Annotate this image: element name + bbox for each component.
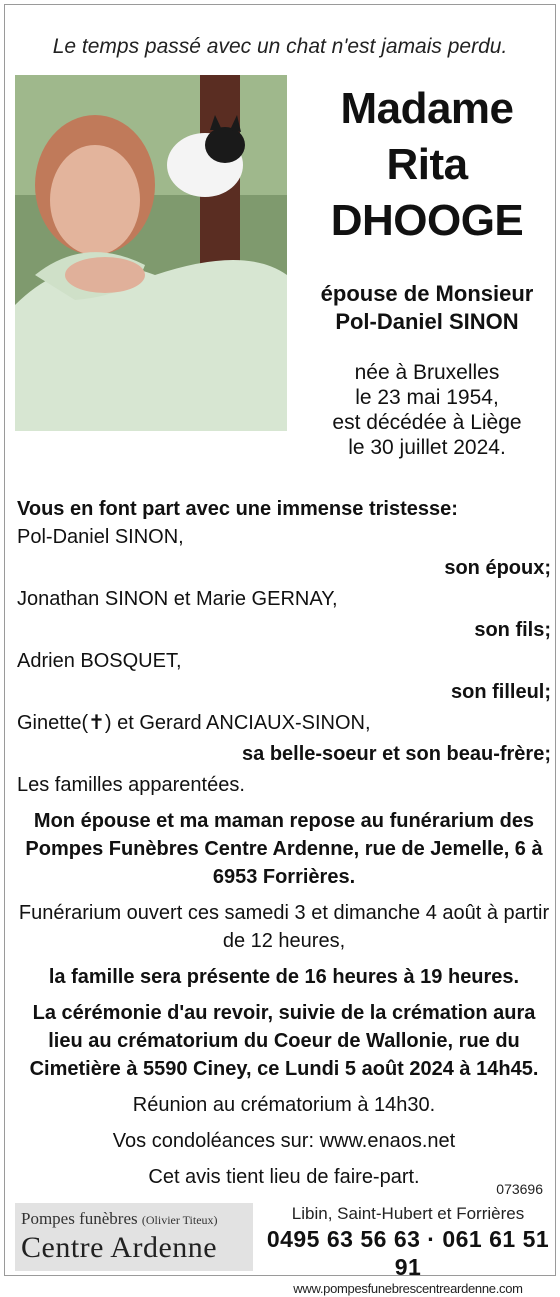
death-date: le 30 juillet 2024. bbox=[348, 436, 506, 459]
family-member-name: Pol-Daniel SINON, bbox=[17, 526, 184, 548]
spouse-line-1: épouse de Monsieur bbox=[320, 281, 534, 306]
deceased-last-name: DHOOGE bbox=[330, 196, 524, 245]
announcement-body bbox=[17, 495, 551, 1191]
family-member-relation: sa belle-soeur et son beau-frère; bbox=[242, 743, 551, 765]
funeral-home-subtitle bbox=[21, 1209, 218, 1229]
family-member-relation: son filleul; bbox=[451, 681, 551, 703]
obituary-notice bbox=[4, 4, 556, 1296]
funerarium-rest: Mon épouse et ma maman repose au funérarium des Pompes Funèbres Centre Ardenne, rue de Jemelle, 6 à 6953 Forrières. bbox=[25, 810, 543, 888]
funeral-home-type: Pompes funèbres bbox=[21, 1209, 138, 1228]
funeral-home-phones: 0495 63 56 63 · 061 61 51 91 bbox=[266, 1226, 550, 1280]
funerarium-opening: Funérarium ouvert ces samedi 3 et dimanche 4 août à partir de 12 heures, bbox=[18, 902, 550, 952]
funeral-home-owner: (Olivier Titeux) bbox=[141, 1213, 218, 1227]
crematorium-meeting: Réunion au crématorium à 14h30. bbox=[132, 1094, 436, 1116]
ceremony-info: La cérémonie d'au revoir, suivie de la crémation aura lieu au crématorium du Coeur de Wallonie, rue du Cimetière à 5590 Ciney, ce Lundi 5 août 2024 à 14h45. bbox=[29, 1002, 539, 1080]
family-member-name: Adrien BOSQUET, bbox=[17, 650, 182, 672]
birth-place: née à Bruxelles bbox=[354, 361, 500, 384]
notice-text: Cet avis tient lieu de faire-part. bbox=[148, 1166, 420, 1188]
family-member-name: Jonathan SINON et Marie GERNAY, bbox=[17, 588, 338, 610]
spouse-info bbox=[293, 280, 560, 336]
announcement-intro: Vous en font part avec une immense tristesse: bbox=[17, 498, 458, 520]
deceased-first-name: Rita bbox=[386, 140, 468, 189]
birth-date: le 23 mai 1954, bbox=[355, 386, 499, 409]
condolences-link: Vos condoléances sur: www.enaos.net bbox=[112, 1130, 456, 1152]
motto: Le temps passé avec un chat n'est jamais perdu. bbox=[52, 35, 508, 58]
funeral-home-name: Centre Ardenne bbox=[21, 1231, 218, 1264]
reference-number: 073696 bbox=[496, 1181, 543, 1197]
funeral-home-logo bbox=[15, 1203, 253, 1271]
deceased-name bbox=[293, 81, 560, 249]
family-member-relation: son époux; bbox=[444, 557, 551, 579]
funeral-home-footer bbox=[15, 1203, 555, 1296]
family-member-name: Ginette(✝) et Gerard ANCIAUX-SINON, bbox=[17, 712, 371, 734]
related-families: Les familles apparentées. bbox=[17, 774, 245, 796]
family-presence: la famille sera présente de 16 heures à 19 heures. bbox=[48, 966, 520, 988]
funeral-home-website[interactable]: www.pompesfunebrescentreardenne.com bbox=[293, 1281, 523, 1296]
funeral-home-contact bbox=[261, 1203, 555, 1297]
death-place: est décédée à Liège bbox=[332, 411, 522, 434]
birth-death-info bbox=[293, 360, 560, 460]
family-member-relation: son fils; bbox=[474, 619, 551, 641]
deceased-title: Madame bbox=[340, 84, 514, 133]
funeral-home-locations: Libin, Saint-Hubert et Forrières bbox=[291, 1204, 525, 1223]
spouse-line-2: Pol-Daniel SINON bbox=[335, 309, 519, 334]
portrait-photo bbox=[15, 75, 287, 431]
